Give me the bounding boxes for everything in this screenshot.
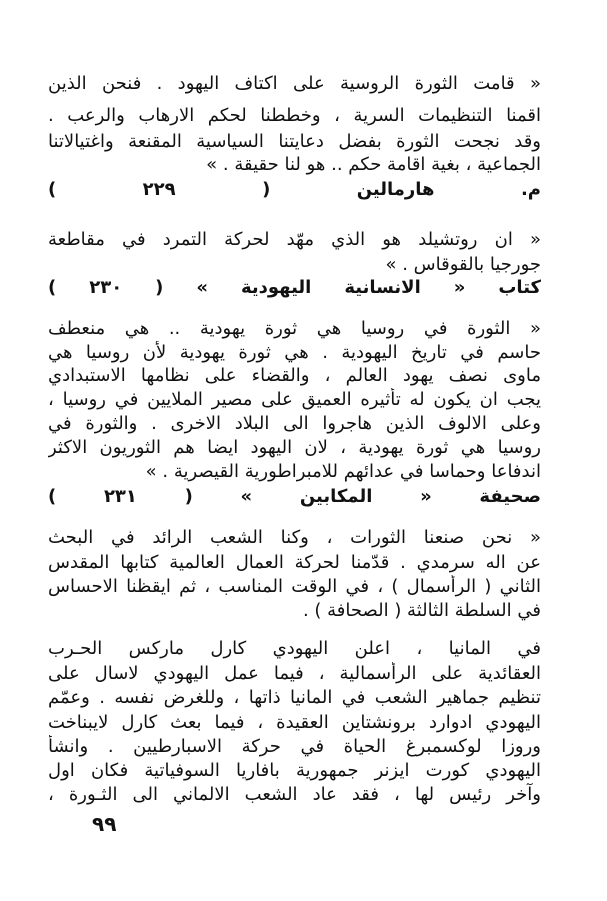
text-line: حاسم في تاريخ اليهودية . هي ثورة يهودية لأن روسيا هي bbox=[48, 342, 541, 363]
text-line: وقد نجحت الثورة بفضل دعايتنا السياسية المقنعة واغتيالاتنا bbox=[48, 131, 541, 152]
page-number: ٩٩ bbox=[92, 812, 117, 836]
text-line: « ان روتشيلد هو الذي مهّد لحركة التمرد في مقاطعة bbox=[48, 229, 541, 250]
text-line: تنظيم جماهير الشعب في المانيا ذاتها ، وللغرض نفسه . وعمّم bbox=[48, 687, 541, 708]
text-line: « نحن صنعنا الثورات ، وكنا الشعب الرائد في البحث bbox=[48, 527, 541, 548]
quote-attribution: م. هارمالين ( ٢٢٩ ) bbox=[48, 179, 541, 200]
text-line: الثاني ( الرأسمال ) ، في الوقت المناسب ، ثم ايقظنا الاحساس bbox=[48, 576, 541, 597]
text-line: الجماعية ، بغية اقامة حكم .. هو لنا حقيقة . » bbox=[206, 154, 541, 175]
text-line: العقائدية على الرأسمالية ، فيما عمل اليهودي لاسال على bbox=[48, 663, 541, 684]
text-line: عن اله سرمدي . قدّمنا لحركة العمال العالمية كتابها المقدس bbox=[48, 552, 541, 573]
text-line: في السلطة الثالثة ( الصحافة ) . bbox=[302, 600, 541, 621]
text-line: اليهودي ادوارد برونشتاين العقيدة ، فيما بعث كارل لايبناخت bbox=[48, 712, 541, 733]
text-line: في المانيا ، اعلن اليهودي كارل ماركس الحـرب bbox=[48, 638, 541, 659]
text-line: اقمنا التنظيمات السرية ، وخططنا لحكم الارهاب والرعب . bbox=[48, 105, 541, 126]
text-line: « قامت الثورة الروسية على اكتاف اليهود . فنحن الذين bbox=[48, 73, 541, 94]
text-line: روسيا هي ثورة يهودية ، لان اليهود ايضا هم الثوريون الاكثر bbox=[48, 437, 541, 458]
quote-attribution: كتاب « الانسانية اليهودية » ( ٢٣٠ ) bbox=[48, 277, 542, 298]
quote-attribution: صحيفة « المكابين » ( ٢٣١ ) bbox=[48, 486, 541, 507]
text-line: وروزا لوكسمبرغ الحياة في حركة الاسبارطيين . وانشأ bbox=[48, 736, 541, 757]
text-line: « الثورة في روسيا هي ثورة يهودية .. هي منعطف bbox=[48, 318, 541, 339]
text-line: اندفاعا وحماسا في عدائهم للامبراطورية القيصرية . » bbox=[145, 461, 541, 482]
text-line: جورجيا بالقوقاس . » bbox=[385, 254, 541, 275]
text-line: وآخر رئيس لها ، فقد عاد الشعب الالماني الى الثـورة ، bbox=[48, 784, 541, 805]
text-line: اليهودي كورت ايزنر جمهورية بافاريا السوفياتية فكان اول bbox=[48, 760, 541, 781]
text-line: وعلى الالوف الذين هاجروا الى البلاد الاخرى . والثورة في bbox=[48, 413, 541, 434]
text-line: يجب ان يكون له تأثيره العميق على مصير الملايين في روسيا ، bbox=[48, 389, 541, 410]
text-line: ماوى نصف يهود العالم ، والقضاء على نظامها الاستبدادي bbox=[48, 365, 541, 386]
